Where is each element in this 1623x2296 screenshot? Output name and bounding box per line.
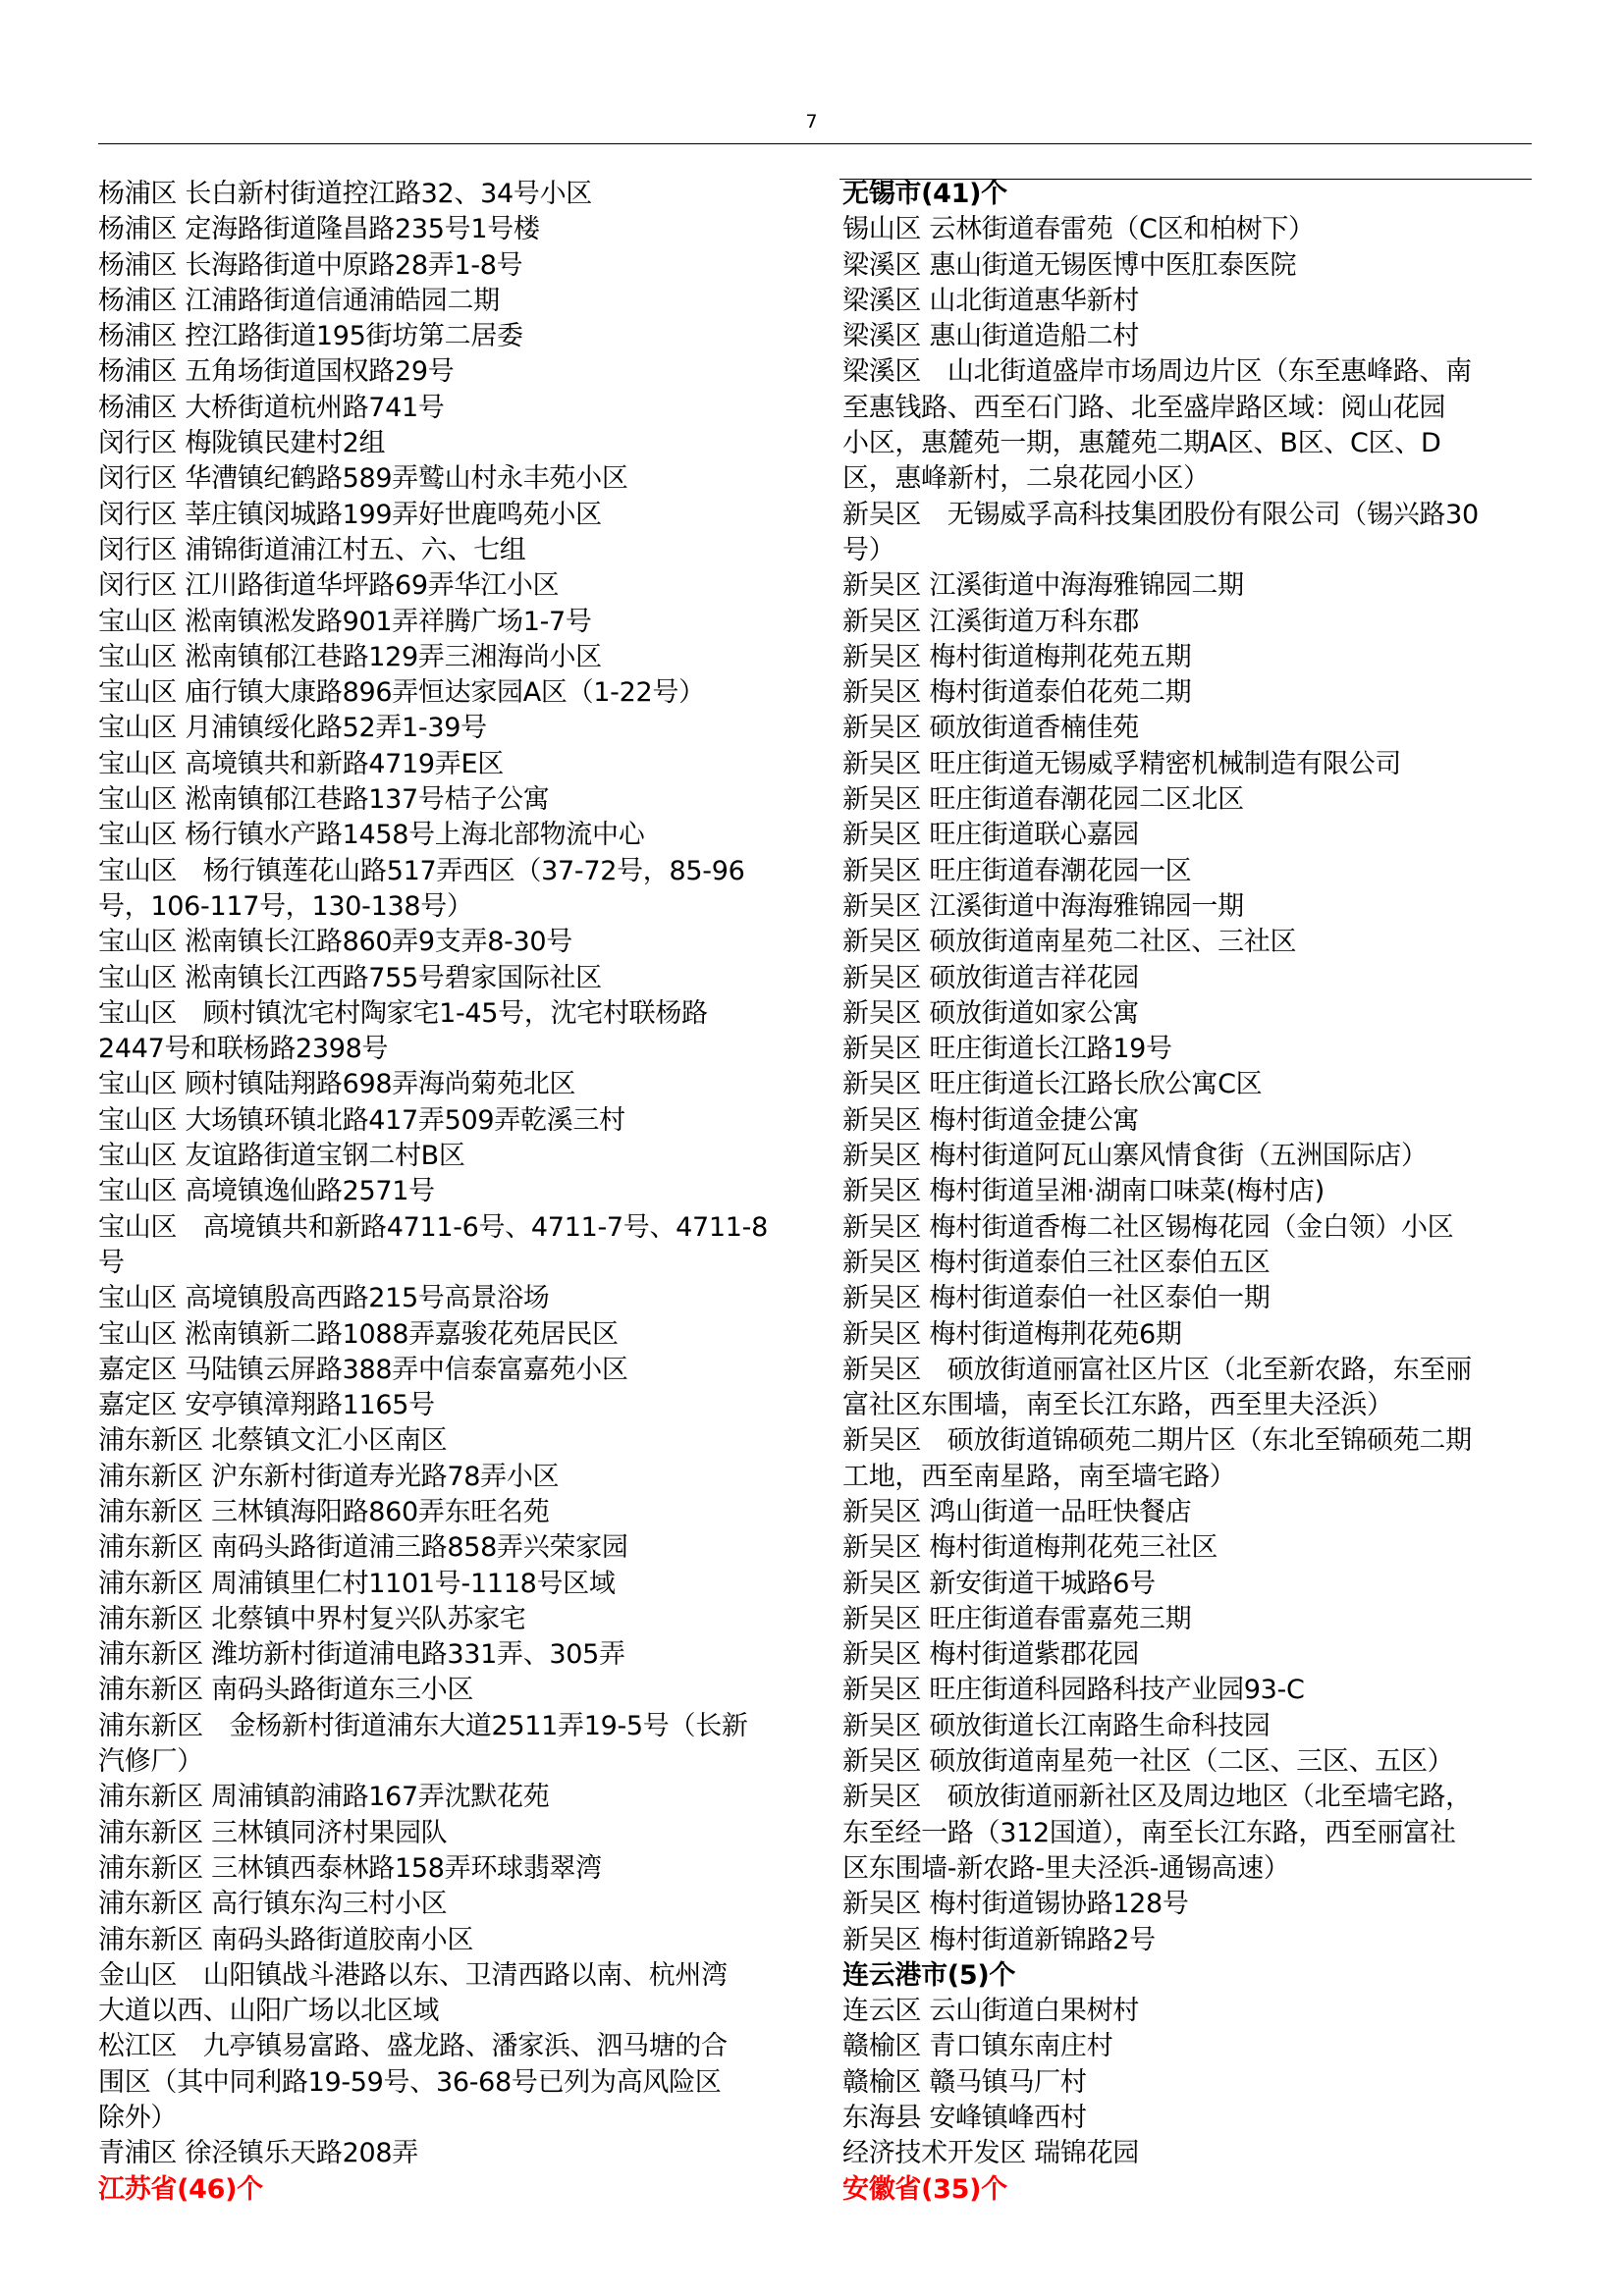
left-column (98, 177, 790, 2208)
list-entry: 新吴区 无锡威孚高科技集团股份有限公司（锡兴路30 (842, 499, 1479, 530)
list-entry: 杨浦区 控江路街道195街坊第二居委 (98, 321, 523, 352)
list-entry: 闵行区 莘庄镇闵城路199弄好世鹿鸣苑小区 (98, 499, 602, 530)
list-entry: 新吴区 旺庄街道无锡威孚精密机械制造有限公司 (842, 748, 1401, 779)
list-entry: 宝山区 淞南镇新二路1088弄嘉骏花苑居民区 (98, 1318, 619, 1350)
list-entry: 新吴区 旺庄街道科园路科技产业园93-C (842, 1675, 1305, 1706)
list-entry: 新吴区 梅村街道阿瓦山寨风情食街（五洲国际店） (842, 1141, 1428, 1172)
list-entry: 梁溪区 山北街道盛岸市场周边片区（东至惠峰路、南 (842, 356, 1472, 388)
list-entry: 东海县 安峰镇峰西村 (842, 2103, 1087, 2134)
list-entry: 新吴区 梅村街道呈湘·湖南口味菜(梅村店) (842, 1176, 1325, 1207)
list-entry: 浦东新区 南码头路街道东三小区 (98, 1675, 474, 1706)
list-entry: 杨浦区 定海路街道隆昌路235号1号楼 (98, 214, 540, 245)
list-entry: 嘉定区 安亭镇漳翔路1165号 (98, 1390, 435, 1421)
list-entry: 梁溪区 惠山街道造船二村 (842, 321, 1139, 352)
list-entry: 宝山区 高境镇共和新路4719弄E区 (98, 748, 504, 779)
list-entry: 浦东新区 三林镇海阳路860弄东旺名苑 (98, 1496, 550, 1527)
list-entry: 松江区 九亭镇易富路、盛龙路、潘家浜、泗马塘的合 (98, 2031, 728, 2062)
list-entry: 新吴区 梅村街道泰伯三社区泰伯五区 (842, 1247, 1271, 1278)
list-entry: 新吴区 旺庄街道联心嘉园 (842, 820, 1139, 851)
list-entry: 新吴区 梅村街道新锦路2号 (842, 1924, 1156, 1955)
list-entry: 新吴区 梅村街道梅荆花苑三社区 (842, 1532, 1218, 1564)
list-entry: 新吴区 梅村街道紫郡花园 (842, 1639, 1139, 1671)
list-entry: 宝山区 淞南镇长江西路755号碧家国际社区 (98, 962, 602, 993)
list-entry: 新吴区 江溪街道万科东郡 (842, 606, 1139, 637)
list-entry: 浦东新区 金杨新村街道浦东大道2511弄19-5号（长新 (98, 1710, 748, 1741)
list-entry: 新吴区 旺庄街道长江路长欣公寓C区 (842, 1069, 1263, 1100)
list-entry: 宝山区 淞南镇长江路860弄9支弄8-30号 (98, 927, 572, 958)
list-entry: 区，惠峰新村，二泉花园小区） (842, 463, 1210, 495)
list-entry: 新吴区 旺庄街道春雷嘉苑三期 (842, 1603, 1192, 1634)
list-entry: 汽修厂） (98, 1746, 203, 1778)
list-entry: 锡山区 云林街道春雷苑（C区和柏树下） (842, 214, 1315, 245)
list-entry: 宝山区 杨行镇水产路1458号上海北部物流中心 (98, 820, 645, 851)
list-entry: 杨浦区 长海路街道中原路28弄1-8号 (98, 249, 523, 281)
list-entry: 杨浦区 大桥街道杭州路741号 (98, 392, 445, 423)
list-entry: 2447号和联杨路2398号 (98, 1034, 389, 1065)
list-entry: 梁溪区 山北街道惠华新村 (842, 285, 1139, 316)
list-entry: 宝山区 大场镇环镇北路417弄509弄乾溪三村 (98, 1104, 625, 1136)
list-entry: 宝山区 淞南镇郁江巷路137号桔子公寓 (98, 784, 550, 816)
list-entry: 新吴区 旺庄街道春潮花园二区北区 (842, 784, 1244, 816)
list-entry: 围区（其中同利路19-59号、36-68号已列为高风险区 (98, 2066, 722, 2098)
list-entry: 新吴区 硕放街道锦硕苑二期片区（东北至锦硕苑二期 (842, 1425, 1472, 1457)
list-entry: 富社区东围墙，南至长江东路，西至里夫泾浜） (842, 1390, 1393, 1421)
list-entry: 杨浦区 江浦路街道信通浦皓园二期 (98, 285, 500, 316)
list-entry: 宝山区 友谊路街道宝钢二村B区 (98, 1141, 465, 1172)
list-entry: 新吴区 江溪街道中海海雅锦园一期 (842, 890, 1244, 922)
section-heading: 连云港市(5)个 (842, 1959, 1016, 1991)
list-entry: 赣榆区 赣马镇马厂村 (842, 2066, 1087, 2098)
list-entry: 小区，惠麓苑一期，惠麓苑二期A区、B区、C区、D (842, 428, 1441, 459)
list-entry: 工地，西至南星路，南至墙宅路） (842, 1461, 1236, 1492)
list-entry: 浦东新区 北蔡镇中界村复兴队苏家宅 (98, 1603, 526, 1634)
list-entry: 浦东新区 南码头路街道浦三路858弄兴荣家园 (98, 1532, 628, 1564)
list-entry: 新吴区 梅村街道锡协路128号 (842, 1889, 1189, 1920)
list-entry: 连云区 云山街道白果树村 (842, 1996, 1139, 2027)
list-entry: 浦东新区 潍坊新村街道浦电路331弄、305弄 (98, 1639, 625, 1671)
list-entry: 除外） (98, 2103, 178, 2134)
list-entry: 宝山区 淞南镇郁江巷路129弄三湘海尚小区 (98, 641, 602, 672)
list-entry: 区东围墙-新农路-里夫泾浜-通锡高速） (842, 1852, 1290, 1884)
list-entry: 宝山区 高境镇殷高西路215号高景浴场 (98, 1283, 550, 1314)
right-column (842, 177, 1530, 2208)
list-entry: 嘉定区 马陆镇云屏路388弄中信泰富嘉苑小区 (98, 1354, 628, 1385)
list-entry: 新吴区 硕放街道丽富社区片区（北至新农路，东至丽 (842, 1354, 1472, 1385)
list-entry: 浦东新区 周浦镇里仁村1101号-1118号区域 (98, 1568, 616, 1599)
section-heading: 安徽省(35)个 (842, 2173, 1007, 2205)
list-entry: 新吴区 硕放街道吉祥花园 (842, 962, 1139, 993)
list-entry: 闵行区 江川路街道华坪路69弄华江小区 (98, 570, 560, 602)
list-entry: 新吴区 梅村街道香梅二社区锡梅花园（金白领）小区 (842, 1211, 1454, 1243)
list-entry: 浦东新区 沪东新村街道寿光路78弄小区 (98, 1461, 560, 1492)
list-entry: 杨浦区 长白新村街道控江路32、34号小区 (98, 179, 592, 209)
list-entry: 浦东新区 高行镇东沟三村小区 (98, 1889, 448, 1920)
list-entry: 浦东新区 北蔡镇文汇小区南区 (98, 1425, 448, 1457)
list-entry: 浦东新区 三林镇同济村果园队 (98, 1817, 448, 1848)
list-entry: 新吴区 梅村街道梅荆花苑五期 (842, 641, 1192, 672)
list-entry: 浦东新区 南码头路街道胶南小区 (98, 1924, 474, 1955)
section-heading: 无锡市(41)个 (842, 179, 1007, 209)
list-entry: 闵行区 浦锦街道浦江村五、六、七组 (98, 534, 526, 565)
list-entry: 至惠钱路、西至石门路、北至盛岸路区域：阅山花园 (842, 392, 1446, 423)
list-entry: 大道以西、山阳广场以北区域 (98, 1996, 440, 2027)
list-entry: 梁溪区 惠山街道无锡医博中医肛泰医院 (842, 249, 1297, 281)
list-entry: 号，106-117号，130-138号） (98, 890, 473, 922)
list-entry: 新吴区 新安街道干城路6号 (842, 1568, 1156, 1599)
list-entry: 浦东新区 三林镇西泰林路158弄环球翡翠湾 (98, 1852, 602, 1884)
header-rule (98, 143, 1532, 144)
list-entry: 新吴区 硕放街道长江南路生命科技园 (842, 1710, 1271, 1741)
list-entry: 闵行区 梅陇镇民建村2组 (98, 428, 386, 459)
list-entry: 新吴区 鸿山街道一品旺快餐店 (842, 1496, 1192, 1527)
list-entry: 号 (98, 1247, 125, 1278)
list-entry: 经济技术开发区 瑞锦花园 (842, 2138, 1139, 2169)
list-entry: 新吴区 梅村街道泰伯一社区泰伯一期 (842, 1283, 1271, 1314)
list-entry: 闵行区 华漕镇纪鹤路589弄鹫山村永丰苑小区 (98, 463, 628, 495)
list-entry: 新吴区 旺庄街道春潮花园一区 (842, 855, 1192, 886)
list-entry: 宝山区 顾村镇沈宅村陶家宅1-45号，沈宅村联杨路 (98, 997, 708, 1029)
list-entry: 宝山区 月浦镇绥化路52弄1-39号 (98, 713, 487, 744)
list-entry: 新吴区 硕放街道南星苑一社区（二区、三区、五区） (842, 1746, 1454, 1778)
list-entry: 宝山区 高境镇共和新路4711-6号、4711-7号、4711-8 (98, 1211, 769, 1243)
list-entry: 号） (842, 534, 895, 565)
list-entry: 新吴区 梅村街道梅荆花苑6期 (842, 1318, 1182, 1350)
section-heading: 江苏省(46)个 (98, 2173, 263, 2205)
list-entry: 杨浦区 五角场街道国权路29号 (98, 356, 455, 388)
list-entry: 宝山区 杨行镇莲花山路517弄西区（37-72号，85-96 (98, 855, 745, 886)
list-entry: 新吴区 江溪街道中海海雅锦园二期 (842, 570, 1244, 602)
list-entry: 宝山区 顾村镇陆翔路698弄海尚菊苑北区 (98, 1069, 576, 1100)
list-entry: 宝山区 淞南镇淞发路901弄祥腾广场1-7号 (98, 606, 592, 637)
list-entry: 新吴区 硕放街道南星苑二社区、三社区 (842, 927, 1297, 958)
list-entry: 新吴区 梅村街道金捷公寓 (842, 1104, 1139, 1136)
list-entry: 新吴区 硕放街道丽新社区及周边地区（北至墙宅路， (842, 1782, 1472, 1813)
list-entry: 金山区 山阳镇战斗港路以东、卫清西路以南、杭州湾 (98, 1959, 728, 1991)
list-entry: 宝山区 庙行镇大康路896弄恒达家园A区（1-22号） (98, 677, 705, 709)
list-entry: 赣榆区 青口镇东南庄村 (842, 2031, 1113, 2062)
list-entry: 新吴区 硕放街道香楠佳苑 (842, 713, 1139, 744)
list-entry: 新吴区 硕放街道如家公寓 (842, 997, 1139, 1029)
list-entry: 浦东新区 周浦镇韵浦路167弄沈默花苑 (98, 1782, 550, 1813)
list-entry: 新吴区 旺庄街道长江路19号 (842, 1034, 1172, 1065)
page-number: 7 (805, 111, 818, 133)
list-entry: 东至经一路（312国道），南至长江东路，西至丽富社 (842, 1817, 1456, 1848)
list-entry: 宝山区 高境镇逸仙路2571号 (98, 1176, 435, 1207)
list-entry: 新吴区 梅村街道泰伯花苑二期 (842, 677, 1192, 709)
list-entry: 青浦区 徐泾镇乐天路208弄 (98, 2138, 418, 2169)
